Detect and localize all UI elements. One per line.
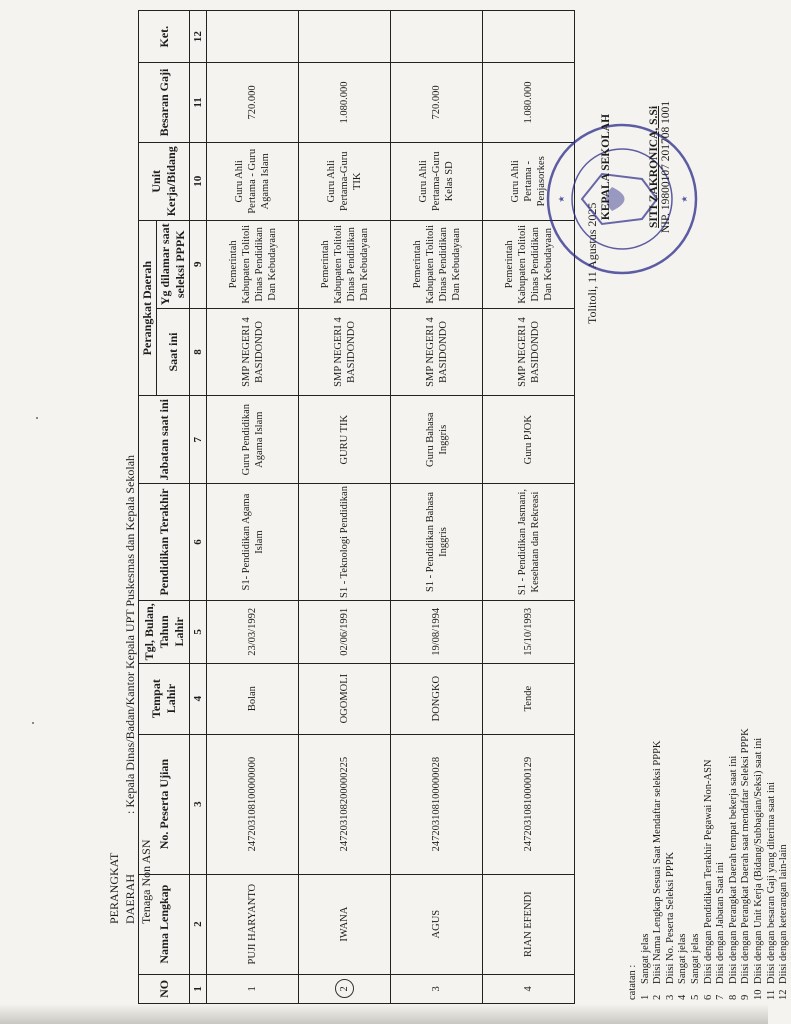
place-date: Tolitoli, 11 Agustus 2025 <box>585 202 599 324</box>
cell-tgl: 19/08/1994 <box>391 600 483 663</box>
col-number: 7 <box>190 396 207 484</box>
cell-dilamar: Pemerintah Kabupaten Tolitoli Dinas Pendidikan Dan Kebudayaan <box>483 220 575 308</box>
col-number: 12 <box>190 11 207 63</box>
cell-ket <box>391 11 483 63</box>
cell-ket <box>483 11 575 63</box>
th-dilamar: Yg dilamar saat seleksi PPPK <box>157 220 190 308</box>
cell-pendidikan: S1 - Pendidikan Bahasa Inggris <box>391 484 483 601</box>
note-item: 7Diisi dengan Jabatan Saat ini <box>715 862 727 1000</box>
th-perangkat-daerah: Perangkat Daerah <box>139 220 157 395</box>
note-item: 2Diisi Nama Lengkap Sesuai Saat Mendaftar seleksi PPPK <box>652 740 664 1000</box>
col-number: 6 <box>190 484 207 601</box>
employee-table <box>138 10 575 1004</box>
cell-tgl: 15/10/1993 <box>483 600 575 663</box>
table-row <box>299 11 391 1004</box>
cell-jabatan: Guru Bahasa Inggris <box>391 396 483 484</box>
notes-section <box>627 728 791 1000</box>
cell-no: 1 <box>207 974 299 1003</box>
cell-tempat: Bolan <box>207 663 299 734</box>
note-item: 3Diisi No. Peserta Seleksi PPPK <box>664 851 676 1000</box>
header-label: PERANGKAT DAERAH <box>107 852 137 924</box>
cell-unit: Guru Ahli Pertama - Guru Agama Islam <box>207 142 299 220</box>
cell-gaji: 1.080.000 <box>299 63 391 142</box>
col-number: 4 <box>190 663 207 734</box>
cell-no <box>299 974 391 1003</box>
note-item: 5Sangat jelas <box>689 933 701 1000</box>
cell-jabatan: Guru PJOK <box>483 396 575 484</box>
cell-nama: IWANA <box>299 874 391 974</box>
th-jabatan: Jabatan saat ini <box>139 396 190 484</box>
cell-saat-ini: SMP NEGERI 4 BASIDONDO <box>207 308 299 396</box>
th-unit: Unit Kerja/Bidang <box>139 142 190 220</box>
cell-tempat: DONGKO <box>391 663 483 734</box>
cell-unit: Guru Ahli Pertama - Penjasorkes <box>483 142 575 220</box>
scan-edge <box>0 1004 768 1024</box>
notes-title: catatan : <box>627 964 638 1000</box>
note-item: 4Sangat jelas <box>677 933 689 1000</box>
col-number: 9 <box>190 220 207 308</box>
col-number: 10 <box>190 142 207 220</box>
signature-title: KEPALA SEKOLAH <box>600 113 612 221</box>
cell-unit: Guru Ahli Pertama-Guru TIK <box>299 142 391 220</box>
cell-saat-ini: SMP NEGERI 4 BASIDONDO <box>391 308 483 396</box>
cell-nama: RIAN EFENDI <box>483 874 575 974</box>
signature-block <box>600 52 672 282</box>
cell-nama: PUJI HARYANTO <box>207 874 299 974</box>
cell-ket <box>207 11 299 63</box>
th-tgl-lahir: Tgl, Bulan, Tahun Lahir <box>139 600 190 663</box>
cell-no-peserta: 247203108100000129 <box>483 734 575 874</box>
cell-tgl: 02/06/1991 <box>299 600 391 663</box>
signature-nip: NIP. 19800107 201708 1001 <box>660 100 672 234</box>
cell-gaji: 720.000 <box>207 63 299 142</box>
cell-pendidikan: S1 - Teknologi Pendidikan <box>299 484 391 601</box>
cell-unit: Guru Ahli Pertama-Guru Kelas SD <box>391 142 483 220</box>
cell-jabatan: Guru Pendidikan Agama Islam <box>207 396 299 484</box>
signature-name: SITI ZAKRONICA, S.Si <box>648 105 660 229</box>
note-item: 12Diisi dengan keterangan lain-lain <box>778 844 790 1000</box>
th-ket: Ket. <box>139 11 190 63</box>
th-tempat-lahir: Tempat Lahir <box>139 663 190 734</box>
cell-ket <box>299 11 391 63</box>
col-number: 1 <box>190 974 207 1003</box>
header-value: : Kepala Dinas/Badan/Kantor Kepala UPT Puskesmas dan Kepala Sekolah <box>123 454 137 814</box>
cell-no-peserta: 247203108100000000 <box>207 734 299 874</box>
col-number: 11 <box>190 63 207 142</box>
note-item: 6Diisi dengan Pendidikan Terakhir Pegawai Non-ASN <box>702 759 714 1000</box>
col-number: 8 <box>190 308 207 396</box>
cell-gaji: 1.080.000 <box>483 63 575 142</box>
th-pendidikan: Pendidikan Terakhir <box>139 484 190 601</box>
th-gaji: Besaran Gaji <box>139 63 190 142</box>
cell-tempat: OGOMOLI <box>299 663 391 734</box>
note-item: 10Diisi dengan Unit Kerja (Bidang/Subbagian/Seksi) saat ini <box>752 737 764 1000</box>
cell-dilamar: Pemerintah Kabupaten Tolitoli Dinas Pendidikan Dan Kebudayaan <box>207 220 299 308</box>
th-no-peserta: No. Peserta Ujian <box>139 734 190 874</box>
th-saat-ini: Saat ini <box>157 308 190 396</box>
cell-saat-ini: SMP NEGERI 4 BASIDONDO <box>483 308 575 396</box>
cell-dilamar: Pemerintah Kabupaten Tolitoli Dinas Pendidikan Dan Kebudayaan <box>299 220 391 308</box>
col-number: 5 <box>190 600 207 663</box>
header-subtitle: Tenaga Non ASN <box>139 839 153 924</box>
cell-saat-ini: SMP NEGERI 4 BASIDONDO <box>299 308 391 396</box>
col-number: 2 <box>190 874 207 974</box>
cell-jabatan: GURU TIK <box>299 396 391 484</box>
cell-no: 3 <box>391 974 483 1003</box>
note-item: 8Diisi dengan Perangkat Daerah tempat bekerja saat ini <box>727 755 739 1000</box>
col-number: 3 <box>190 734 207 874</box>
cell-pendidikan: S1 - Pendidikan Jasmani, Kesehatan dan Rekreasi <box>483 484 575 601</box>
scan-speck <box>32 722 34 724</box>
cell-nama: AGUS <box>391 874 483 974</box>
scan-speck <box>36 417 38 419</box>
column-number-row <box>190 11 207 1004</box>
th-no: NO <box>139 974 190 1003</box>
note-item: 11Diisi dengan besaran Gaji yang diterima saat ini <box>765 781 777 1000</box>
note-item: 9Diisi dengan Perangkat Daerah saat mendaftar Seleksi PPPK <box>740 728 752 1000</box>
cell-no: 4 <box>483 974 575 1003</box>
table-row <box>391 11 483 1004</box>
note-item: 1Sangat jelas <box>639 933 651 1000</box>
cell-pendidikan: S1- Pendidikan Agama Islam <box>207 484 299 601</box>
cell-dilamar: Pemerintah Kabupaten Tolitoli Dinas Pendidikan Dan Kebudayaan <box>391 220 483 308</box>
th-nama: Nama Lengkap <box>139 874 190 974</box>
table-row <box>207 11 299 1004</box>
svg-text:★: ★ <box>557 195 566 203</box>
cell-tgl: 23/03/1992 <box>207 600 299 663</box>
cell-tempat: Tende <box>483 663 575 734</box>
svg-text:★: ★ <box>680 195 689 203</box>
cell-gaji: 720.000 <box>391 63 483 142</box>
cell-no-peserta: 247203108100000028 <box>391 734 483 874</box>
cell-no-peserta: 247203108200000225 <box>299 734 391 874</box>
circled-number: 2 <box>335 979 354 998</box>
